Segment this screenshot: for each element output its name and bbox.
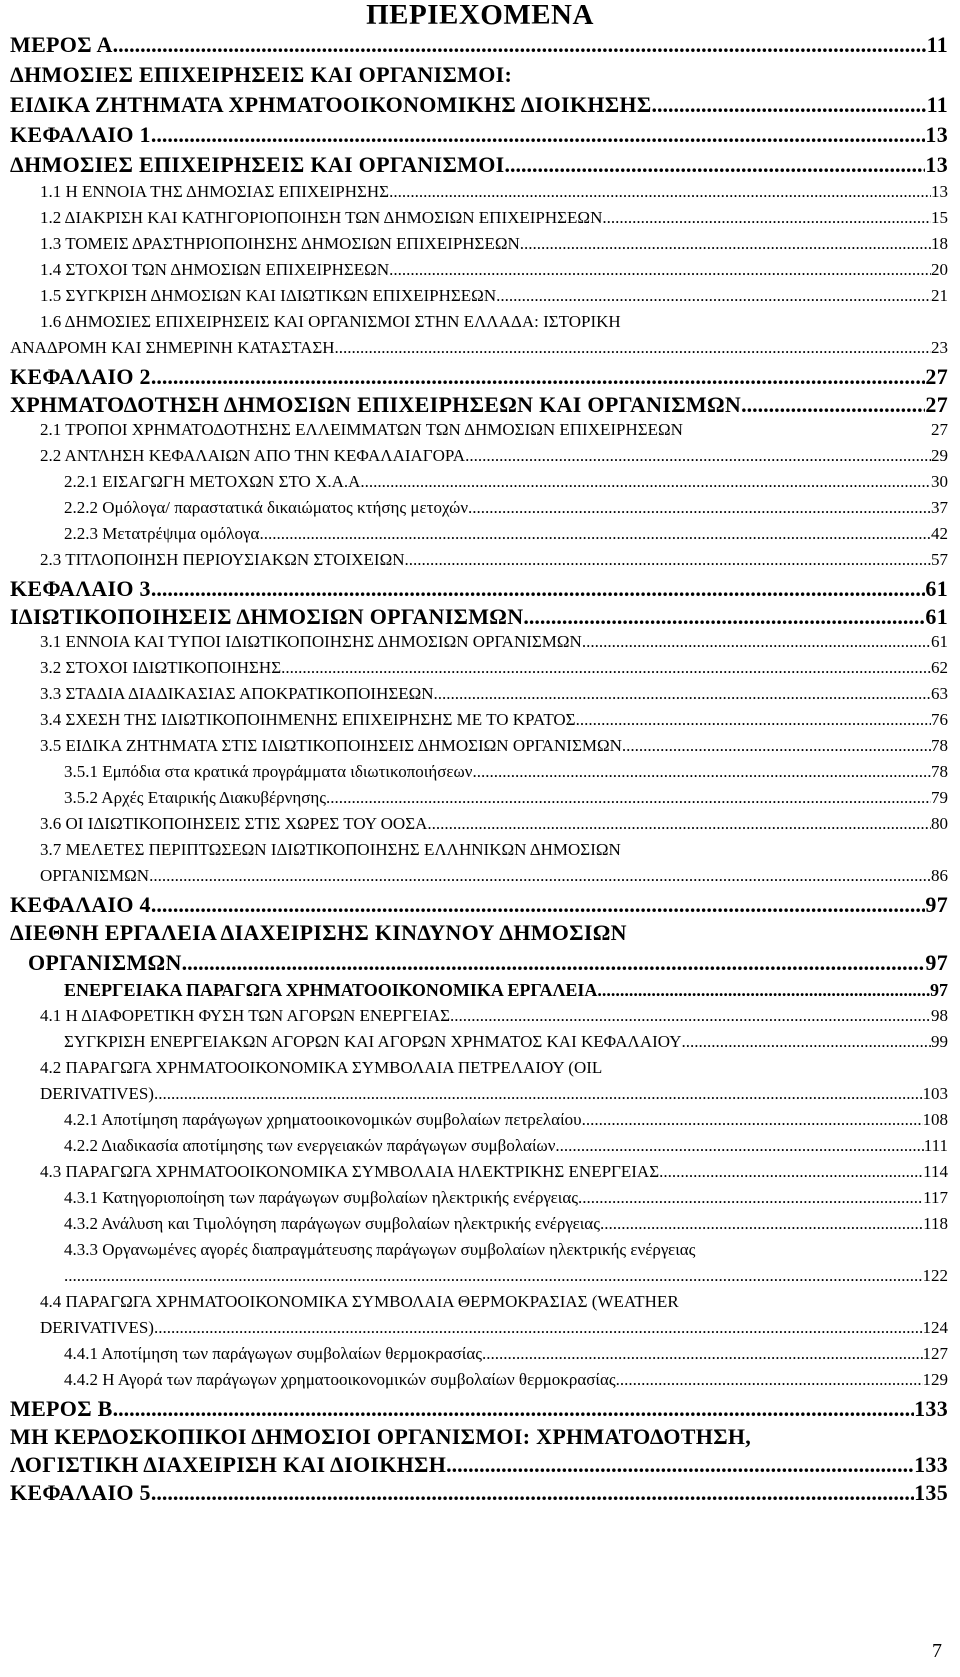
- toc-entry[interactable]: [10, 892, 948, 918]
- toc-entry[interactable]: [10, 1424, 948, 1450]
- toc-entry-title: 4.4.2 Η Αγορά των παράγωγων χρηματοοικονομικών συμβολαίων θερμοκρασίας: [64, 1370, 616, 1389]
- toc-dot-leader: [576, 710, 931, 730]
- toc-entry-title: ΜΗ ΚΕΡΔΟΣΚΟΠΙΚΟΙ ΔΗΜΟΣΙΟΙ ΟΡΓΑΝΙΣΜΟΙ: ΧΡΗΜΑΤΟΔΟΤΗΣΗ,: [10, 1424, 752, 1449]
- toc-page-number: 62: [931, 658, 948, 677]
- toc-entry-title: 1.5 ΣΥΓΚΡΙΣΗ ΔΗΜΟΣΙΩΝ ΚΑΙ ΙΔΙΩΤΙΚΩΝ ΕΠΙΧΕΙΡΗΣΕΩΝ: [40, 286, 497, 305]
- toc-page-number: 29: [931, 446, 948, 465]
- toc-entry-title: 4.3 ΠΑΡΑΓΩΓΑ ΧΡΗΜΑΤΟΟΙΚΟΝΟΜΙΚΑ ΣΥΜΒΟΛΑΙΑ ΗΛΕΚΤΡΙΚΗΣ ΕΝΕΡΓΕΙΑΣ: [40, 1162, 660, 1181]
- toc-page-number: 117: [923, 1188, 948, 1207]
- toc-entry[interactable]: [10, 576, 948, 602]
- toc-entry[interactable]: [40, 312, 948, 332]
- toc-entry-title: 4.4.1 Αποτίμηση των παράγωγων συμβολαίων θερμοκρασίας: [64, 1344, 482, 1363]
- toc-page-number: 80: [931, 814, 948, 833]
- toc-entry-title: ΟΡΓΑΝΙΣΜΩΝ: [28, 950, 182, 975]
- toc-page-number: 114: [923, 1162, 948, 1181]
- toc-dot-leader: [597, 980, 930, 1001]
- toc-dot-leader: [520, 234, 931, 254]
- toc-entry[interactable]: [64, 1110, 948, 1130]
- toc-dot-leader: [602, 208, 931, 228]
- toc-entry-title: ΕΝΕΡΓΕΙΑΚΑ ΠΑΡΑΓΩΓΑ ΧΡΗΜΑΤΟΟΙΚΟΝΟΜΙΚΑ ΕΡΓΑΛΕΙΑ: [64, 980, 598, 1000]
- toc-page-number: 124: [922, 1318, 948, 1337]
- toc-entry[interactable]: [10, 364, 948, 390]
- toc-entry[interactable]: [28, 950, 948, 976]
- toc-dot-leader: [682, 1032, 931, 1052]
- toc-entry[interactable]: [64, 788, 948, 808]
- toc-page-number: 20: [931, 260, 948, 279]
- toc-entry[interactable]: [40, 840, 948, 860]
- toc-entry-title: 2.1 ΤΡΟΠΟΙ ΧΡΗΜΑΤΟΔΟΤΗΣΗΣ ΕΛΛΕΙΜΜΑΤΩΝ ΤΩΝ ΔΗΜΟΣΙΩΝ ΕΠΙΧΕΙΡΗΣΕΩΝ: [40, 420, 683, 439]
- toc-page-number: 61: [925, 604, 948, 629]
- toc-dot-leader: [281, 658, 931, 678]
- page-number: 7: [932, 1640, 942, 1662]
- toc-dot-leader: [652, 92, 927, 118]
- toc-page-number: 98: [931, 1006, 948, 1025]
- toc-page-number: 129: [922, 1370, 948, 1389]
- toc-dot-leader: [659, 1162, 923, 1182]
- toc-page-number: 13: [925, 152, 948, 177]
- toc-dot-leader: [582, 1110, 923, 1130]
- toc-entry[interactable]: [10, 1396, 948, 1422]
- toc-page-number: 11: [926, 32, 948, 57]
- toc-dot-leader: [389, 182, 931, 202]
- toc-dot-leader: [405, 550, 931, 570]
- toc-entry-title: 4.2.1 Αποτίμηση παράγωγων χρηματοοικονομικών συμβολαίων πετρελαίου: [64, 1110, 582, 1129]
- toc-entry[interactable]: [40, 286, 948, 306]
- toc-entry[interactable]: [10, 920, 948, 946]
- toc-entry[interactable]: [10, 152, 948, 178]
- toc-dot-leader: [622, 736, 931, 756]
- toc-entry-title: ΔΗΜΟΣΙΕΣ ΕΠΙΧΕΙΡΗΣΕΙΣ ΚΑΙ ΟΡΓΑΝΙΣΜΟΙ:: [10, 62, 513, 87]
- toc-entry[interactable]: [40, 632, 948, 652]
- toc-dot-leader: [259, 524, 931, 544]
- toc-entry-title: 3.4 ΣΧΕΣΗ ΤΗΣ ΙΔΙΩΤΙΚΟΠΟΙΗΜΕΝΗΣ ΕΠΙΧΕΙΡΗΣΗΣ ΜΕ ΤΟ ΚΡΑΤΟΣ: [40, 710, 576, 729]
- toc-entry[interactable]: [40, 1318, 948, 1338]
- toc-dot-leader: [151, 576, 926, 602]
- toc-entry[interactable]: [64, 524, 948, 544]
- toc-entry[interactable]: [10, 392, 948, 418]
- toc-dot-leader: [113, 32, 927, 58]
- toc-page-number: 18: [931, 234, 948, 253]
- toc-page-number: 99: [931, 1032, 948, 1051]
- toc-entry-title: 4.3.1 Κατηγοριοποίηση των παράγωγων συμβολαίων ηλεκτρικής ενέργειας: [64, 1188, 579, 1207]
- toc-dot-leader: [151, 1480, 914, 1506]
- page-title: ΠΕΡΙΕΧΟΜΕΝΑ: [366, 0, 594, 31]
- toc-page-number: 11: [926, 92, 948, 117]
- toc-page-number: 15: [931, 208, 948, 227]
- toc-entry-title: 2.3 ΤΙΤΛΟΠΟΙΗΣΗ ΠΕΡΙΟΥΣΙΑΚΩΝ ΣΤΟΙΧΕΙΩΝ: [40, 550, 405, 569]
- toc-entry[interactable]: [64, 762, 948, 782]
- toc-entry-title: ΕΙΔΙΚΑ ΖΗΤΗΜΑΤΑ ΧΡΗΜΑΤΟΟΙΚΟΝΟΜΙΚΗΣ ΔΙΟΙΚΗΣΗΣ: [10, 92, 652, 117]
- toc-page-number: 21: [931, 286, 948, 305]
- toc-entry-title: 1.3 ΤΟΜΕΙΣ ΔΡΑΣΤΗΡΙΟΠΟΙΗΣΗΣ ΔΗΜΟΣΙΩΝ ΕΠΙΧΕΙΡΗΣΕΩΝ: [40, 234, 520, 253]
- toc-dot-leader: [504, 152, 925, 178]
- toc-entry[interactable]: [64, 1214, 948, 1234]
- toc-entry[interactable]: [10, 122, 948, 148]
- toc-entry-title: 1.2 ΔΙΑΚΡΙΣΗ ΚΑΙ ΚΑΤΗΓΟΡΙΟΠΟΙΗΣΗ ΤΩΝ ΔΗΜΟΣΙΩΝ ΕΠΙΧΕΙΡΗΣΕΩΝ: [40, 208, 603, 227]
- toc-page-number: 97: [925, 892, 948, 917]
- toc-dot-leader: [389, 260, 931, 280]
- toc-entry[interactable]: [40, 550, 948, 570]
- toc-dot-leader: [555, 1136, 923, 1156]
- toc-entry-title: ΟΡΓΑΝΙΣΜΩΝ: [40, 866, 150, 885]
- toc-entry[interactable]: [40, 1162, 948, 1182]
- toc-entry[interactable]: [40, 1084, 948, 1104]
- toc-entry[interactable]: [64, 1240, 948, 1260]
- toc-entry[interactable]: [40, 446, 948, 466]
- toc-entry-title: 3.5.1 Εμπόδια στα κρατικά προγράμματα ιδιωτικοποιήσεων: [64, 762, 473, 781]
- toc-dot-leader: [365, 472, 931, 492]
- toc-dot-leader: [149, 866, 931, 886]
- toc-entry-title: 3.7 ΜΕΛΕΤΕΣ ΠΕΡΙΠΤΩΣΕΩΝ ΙΔΙΩΤΙΚΟΠΟΙΗΣΗΣ ΕΛΛΗΝΙΚΩΝ ΔΗΜΟΣΙΩΝ: [40, 840, 621, 859]
- toc-page-number: 111: [923, 1136, 948, 1155]
- toc-page-number: 27: [925, 392, 948, 417]
- toc-entry-title: 1.4 ΣΤΟΧΟΙ ΤΩΝ ΔΗΜΟΣΙΩΝ ΕΠΙΧΕΙΡΗΣΕΩΝ: [40, 260, 390, 279]
- toc-dot-leader: [472, 762, 931, 782]
- toc-entry[interactable]: [10, 338, 948, 358]
- toc-dot-leader: [578, 1188, 923, 1208]
- toc-entry-title: ΔΙΕΘΝΗ ΕΡΓΑΛΕΙΑ ΔΙΑΧΕΙΡΙΣΗΣ ΚΙΝΔΥΝΟΥ ΔΗΜΟΣΙΩΝ: [10, 920, 627, 945]
- toc-dot-leader: [450, 1006, 931, 1026]
- toc-dot-leader: [468, 498, 931, 518]
- toc-page-number: 61: [925, 576, 948, 601]
- toc-entry[interactable]: [64, 498, 948, 518]
- toc-entry[interactable]: [64, 1344, 948, 1364]
- toc-entry[interactable]: [40, 420, 948, 440]
- toc-dot-leader: [496, 286, 931, 306]
- toc-entry[interactable]: [10, 32, 948, 58]
- toc-dot-leader: [482, 1344, 923, 1364]
- toc-entry-title: 4.3.2 Ανάλυση και Τιμολόγηση παράγωγων συμβολαίων ηλεκτρικής ενέργειας: [64, 1214, 600, 1233]
- toc-entry[interactable]: [40, 1006, 948, 1026]
- toc-page-number: 97: [930, 980, 948, 1000]
- toc-entry[interactable]: [64, 472, 948, 492]
- toc-entry-title: 1.6 ΔΗΜΟΣΙΕΣ ΕΠΙΧΕΙΡΗΣΕΙΣ ΚΑΙ ΟΡΓΑΝΙΣΜΟΙ ΣΤΗΝ ΕΛΛΑΔΑ: ΙΣΤΟΡΙΚΗ: [40, 312, 621, 331]
- toc-entry[interactable]: [64, 1032, 948, 1052]
- toc-dot-leader: [154, 1318, 923, 1338]
- toc-page-number: 79: [931, 788, 948, 807]
- toc-entry[interactable]: [40, 814, 948, 834]
- toc-page-number: 135: [914, 1480, 948, 1505]
- toc-page-number: 118: [923, 1214, 948, 1233]
- toc-entry-title: 3.3 ΣΤΑΔΙΑ ΔΙΑΔΙΚΑΣΙΑΣ ΑΠΟΚΡΑΤΙΚΟΠΟΙΗΣΕΩΝ: [40, 684, 434, 703]
- toc-entry[interactable]: [40, 234, 948, 254]
- toc-entry-title: ΑΝΑΔΡΟΜΗ ΚΑΙ ΣΗΜΕΡΙΝΗ ΚΑΤΑΣΤΑΣΗ: [10, 338, 335, 357]
- toc-entry-title: 4.2 ΠΑΡΑΓΩΓΑ ΧΡΗΜΑΤΟΟΙΚΟΝΟΜΙΚΑ ΣΥΜΒΟΛΑΙΑ ΠΕΤΡΕΛΑΙΟΥ (OIL: [40, 1058, 603, 1077]
- toc-entry[interactable]: [10, 1480, 948, 1506]
- toc-entry-title: ΔΗΜΟΣΙΕΣ ΕΠΙΧΕΙΡΗΣΕΙΣ ΚΑΙ ΟΡΓΑΝΙΣΜΟΙ: [10, 152, 505, 177]
- toc-dot-leader: [182, 950, 926, 976]
- toc-entry[interactable]: [40, 866, 948, 886]
- toc-entry-title: ΣΥΓΚΡΙΣΗ ΕΝΕΡΓΕΙΑΚΩΝ ΑΓΟΡΩΝ ΚΑΙ ΑΓΟΡΩΝ ΧΡΗΜΑΤΟΣ ΚΑΙ ΚΕΦΑΛΑΙΟΥ: [64, 1032, 682, 1051]
- toc-entry-title: DERIVATIVES): [40, 1084, 154, 1103]
- toc-dot-leader: [154, 1084, 923, 1104]
- toc-entry[interactable]: [40, 684, 948, 704]
- toc-entry[interactable]: [10, 604, 948, 630]
- toc-page-number: 27: [931, 420, 948, 439]
- toc-entry-title: ΚΕΦΑΛΑΙΟ 2: [10, 364, 151, 389]
- toc-page-number: 76: [931, 710, 948, 729]
- toc-page-number: 30: [931, 472, 948, 491]
- toc-entry[interactable]: [64, 1136, 948, 1156]
- toc-dot-leader: [741, 392, 925, 418]
- toc-entry[interactable]: [10, 92, 948, 118]
- toc-entry-title: 2.2.2 Ομόλογα/ παραστατικά δικαιώματος κτήσης μετοχών: [64, 498, 468, 517]
- toc-page-number: 103: [922, 1084, 948, 1103]
- toc-dot-leader: [446, 1452, 914, 1478]
- toc-entry[interactable]: [10, 1452, 948, 1478]
- toc-entry-title: ΚΕΦΑΛΑΙΟ 4: [10, 892, 151, 917]
- toc-dot-leader: [151, 364, 926, 390]
- toc-entry[interactable]: [40, 736, 948, 756]
- toc-page-number: 23: [931, 338, 948, 357]
- toc-entry-title: 2.2.1 ΕΙΣΑΓΩΓΗ ΜΕΤΟΧΩΝ ΣΤΟ Χ.Α.Α.: [64, 472, 365, 491]
- toc-dot-leader: [582, 632, 931, 652]
- toc-entry-title: 3.6 ΟΙ ΙΔΙΩΤΙΚΟΠΟΙΗΣΕΙΣ ΣΤΙΣ ΧΩΡΕΣ ΤΟΥ ΟΟΣΑ: [40, 814, 428, 833]
- toc-entry[interactable]: [40, 260, 948, 280]
- toc-entry[interactable]: [40, 1292, 948, 1312]
- toc-entry-title: 3.5 ΕΙΔΙΚΑ ΖΗΤΗΜΑΤΑ ΣΤΙΣ ΙΔΙΩΤΙΚΟΠΟΙΗΣΕΙΣ ΔΗΜΟΣΙΩΝ ΟΡΓΑΝΙΣΜΩΝ: [40, 736, 622, 755]
- toc-entry-title: 1.1 Η ΕΝΝΟΙΑ ΤΗΣ ΔΗΜΟΣΙΑΣ ΕΠΙΧΕΙΡΗΣΗΣ: [40, 182, 390, 201]
- toc-entry[interactable]: [64, 1266, 948, 1286]
- toc-page-number: 63: [931, 684, 948, 703]
- toc-entry-title: 2.2 ΑΝΤΛΗΣΗ ΚΕΦΑΛΑΙΩΝ ΑΠΟ ΤΗΝ ΚΕΦΑΛΑΙΑΓΟΡΑ: [40, 446, 466, 465]
- toc-page-number: 97: [925, 950, 948, 975]
- toc-entry-title: 4.3.3 Οργανωμένες αγορές διαπραγμάτευσης παράγωγων συμβολαίων ηλεκτρικής ενέργειας: [64, 1240, 696, 1259]
- toc-entry[interactable]: [40, 208, 948, 228]
- toc-page-number: 86: [931, 866, 948, 885]
- toc-entry-title: 3.2 ΣΤΟΧΟΙ ΙΔΙΩΤΙΚΟΠΟΙΗΣΗΣ: [40, 658, 282, 677]
- toc-page-number: 37: [931, 498, 948, 517]
- toc-entry-title: ΧΡΗΜΑΤΟΔΟΤΗΣΗ ΔΗΜΟΣΙΩΝ ΕΠΙΧΕΙΡΗΣΕΩΝ ΚΑΙ ΟΡΓΑΝΙΣΜΩΝ: [10, 392, 742, 417]
- toc-entry-title: DERIVATIVES): [40, 1318, 154, 1337]
- toc-entry[interactable]: [40, 182, 948, 202]
- toc-dot-leader: [434, 684, 931, 704]
- toc-dot-leader: [113, 1396, 914, 1422]
- toc-page-number: 108: [922, 1110, 948, 1129]
- toc-page-number: 27: [925, 364, 948, 389]
- toc-entry-title: 3.5.2 Αρχές Εταιρικής Διακυβέρνησης: [64, 788, 327, 807]
- toc-entry-title: ΜΕΡΟΣ Β: [10, 1396, 113, 1421]
- toc-entry[interactable]: [64, 980, 948, 1001]
- toc-dot-leader: [616, 1370, 923, 1390]
- toc-entry-title: ΚΕΦΑΛΑΙΟ 5: [10, 1480, 151, 1505]
- toc-entry[interactable]: [40, 710, 948, 730]
- toc-page-number: 133: [914, 1452, 948, 1477]
- toc-dot-leader: [151, 122, 926, 148]
- toc-dot-leader: [326, 788, 931, 808]
- toc-page-number: 122: [922, 1266, 948, 1285]
- toc-entry-title: 4.2.2 Διαδικασία αποτίμησης των ενεργειακών παράγωγων συμβολαίων: [64, 1136, 556, 1155]
- toc-entry[interactable]: [64, 1188, 948, 1208]
- toc-entry-title: ΚΕΦΑΛΑΙΟ 3: [10, 576, 151, 601]
- toc-entry[interactable]: [10, 62, 948, 88]
- toc-page-number: 57: [931, 550, 948, 569]
- toc-dot-leader: [600, 1214, 923, 1234]
- toc-dot-leader: [335, 338, 931, 358]
- toc-page-number: 78: [931, 736, 948, 755]
- toc-entry-title: ΙΔΙΩΤΙΚΟΠΟΙΗΣΕΙΣ ΔΗΜΟΣΙΩΝ ΟΡΓΑΝΙΣΜΩΝ: [10, 604, 524, 629]
- toc-entry-title: ΛΟΓΙΣΤΙΚΗ ΔΙΑΧΕΙΡΙΣΗ ΚΑΙ ΔΙΟΙΚΗΣΗ: [10, 1452, 447, 1477]
- toc-dot-leader: [523, 604, 925, 630]
- toc-entry[interactable]: [64, 1370, 948, 1390]
- toc-page-number: 13: [925, 122, 948, 147]
- toc-page-number: 13: [931, 182, 948, 201]
- toc-entry-title: ΚΕΦΑΛΑΙΟ 1: [10, 122, 151, 147]
- toc-entry-title: 3.1 ΕΝΝΟΙΑ ΚΑΙ ΤΥΠΟΙ ΙΔΙΩΤΙΚΟΠΟΙΗΣΗΣ ΔΗΜΟΣΙΩΝ ΟΡΓΑΝΙΣΜΩΝ: [40, 632, 582, 651]
- toc-dot-leader: [151, 892, 926, 918]
- toc-entry-title: 4.1 Η ΔΙΑΦΟΡΕΤΙΚΗ ΦΥΣΗ ΤΩΝ ΑΓΟΡΩΝ ΕΝΕΡΓΕΙΑΣ: [40, 1006, 451, 1025]
- toc-page-number: 127: [922, 1344, 948, 1363]
- toc-page-number: 78: [931, 762, 948, 781]
- toc-entry[interactable]: [40, 658, 948, 678]
- toc-page-number: 61: [931, 632, 948, 651]
- toc-entry-title: ΜΕΡΟΣ Α: [10, 32, 113, 57]
- toc-page-number: 42: [931, 524, 948, 543]
- toc-dot-leader: [427, 814, 931, 834]
- toc-dot-leader: [64, 1266, 923, 1286]
- toc-page-number: 133: [914, 1396, 948, 1421]
- toc-entry-title: 2.2.3 Μετατρέψιμα ομόλογα: [64, 524, 260, 543]
- toc-entry-title: 4.4 ΠΑΡΑΓΩΓΑ ΧΡΗΜΑΤΟΟΙΚΟΝΟΜΙΚΑ ΣΥΜΒΟΛΑΙΑ ΘΕΡΜΟΚΡΑΣΙΑΣ (WEATHER: [40, 1292, 679, 1311]
- toc-entry[interactable]: [40, 1058, 948, 1078]
- toc-dot-leader: [465, 446, 931, 466]
